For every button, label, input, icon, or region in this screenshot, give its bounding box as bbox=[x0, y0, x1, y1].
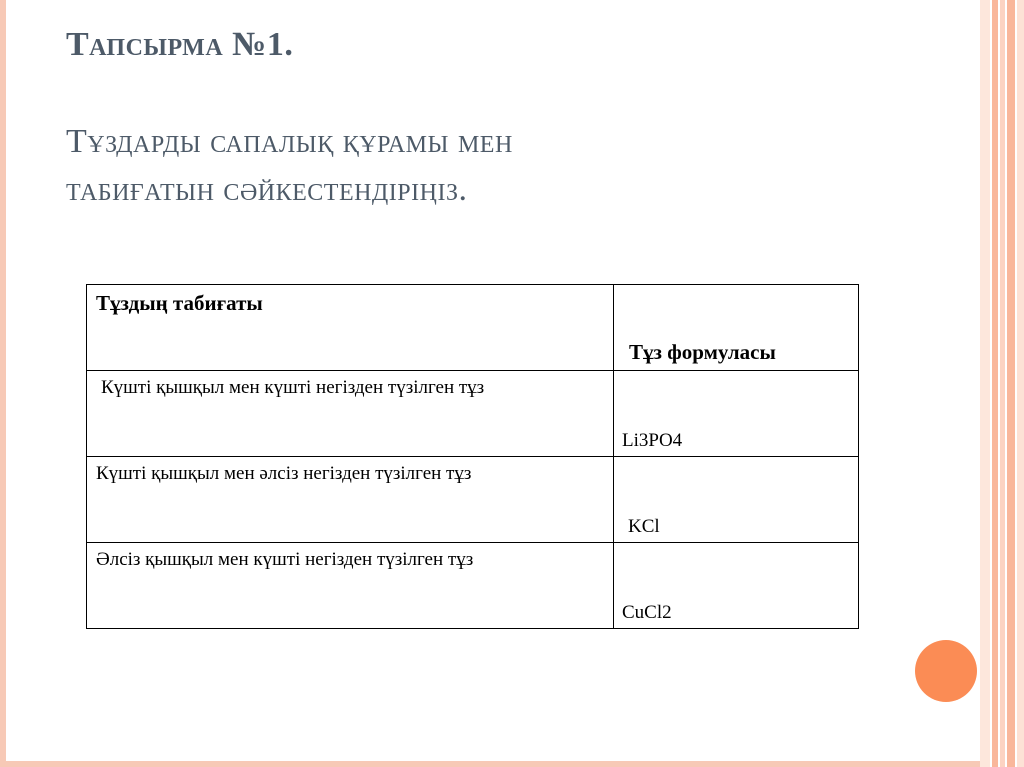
formula-cell bbox=[614, 457, 859, 543]
table-row bbox=[87, 371, 859, 457]
formula-cell bbox=[614, 543, 859, 629]
nature-text: Күшті қышқыл мен күшті негізден түзілген тұз bbox=[101, 377, 485, 398]
table-header-row bbox=[87, 285, 859, 371]
nature-text: Әлсіз қышқыл мен күшті негізден түзілген тұз bbox=[96, 549, 474, 570]
formula-text: Li3PO4 bbox=[622, 430, 683, 451]
nature-cell bbox=[87, 543, 614, 629]
nature-cell bbox=[87, 371, 614, 457]
header-nature-label: Тұздың табиғаты bbox=[96, 291, 263, 315]
header-cell-nature bbox=[87, 285, 614, 371]
formula-text: CuCl2 bbox=[622, 602, 672, 623]
slide-title: Тапсырма №1. bbox=[66, 26, 294, 63]
decorative-circle-icon bbox=[915, 640, 977, 702]
subtitle-line-1: Тұздарды сапалық құрамы мен bbox=[66, 123, 513, 160]
subtitle-line-2: табиғатын сәйкестендіріңіз. bbox=[66, 171, 468, 208]
nature-cell bbox=[87, 457, 614, 543]
table-row bbox=[87, 457, 859, 543]
formula-cell bbox=[614, 371, 859, 457]
nature-text: Күшті қышқыл мен әлсіз негізден түзілген тұз bbox=[96, 463, 472, 484]
bottom-frame-border bbox=[0, 761, 1024, 767]
salt-matching-table bbox=[86, 284, 859, 629]
left-frame-border bbox=[0, 0, 6, 767]
slide-subtitle bbox=[66, 118, 906, 214]
table-row bbox=[87, 543, 859, 629]
header-cell-formula bbox=[614, 285, 859, 371]
formula-text: KCl bbox=[628, 516, 660, 537]
decorative-stripes bbox=[980, 0, 1024, 767]
header-formula-label: Тұз формуласы bbox=[629, 340, 776, 364]
